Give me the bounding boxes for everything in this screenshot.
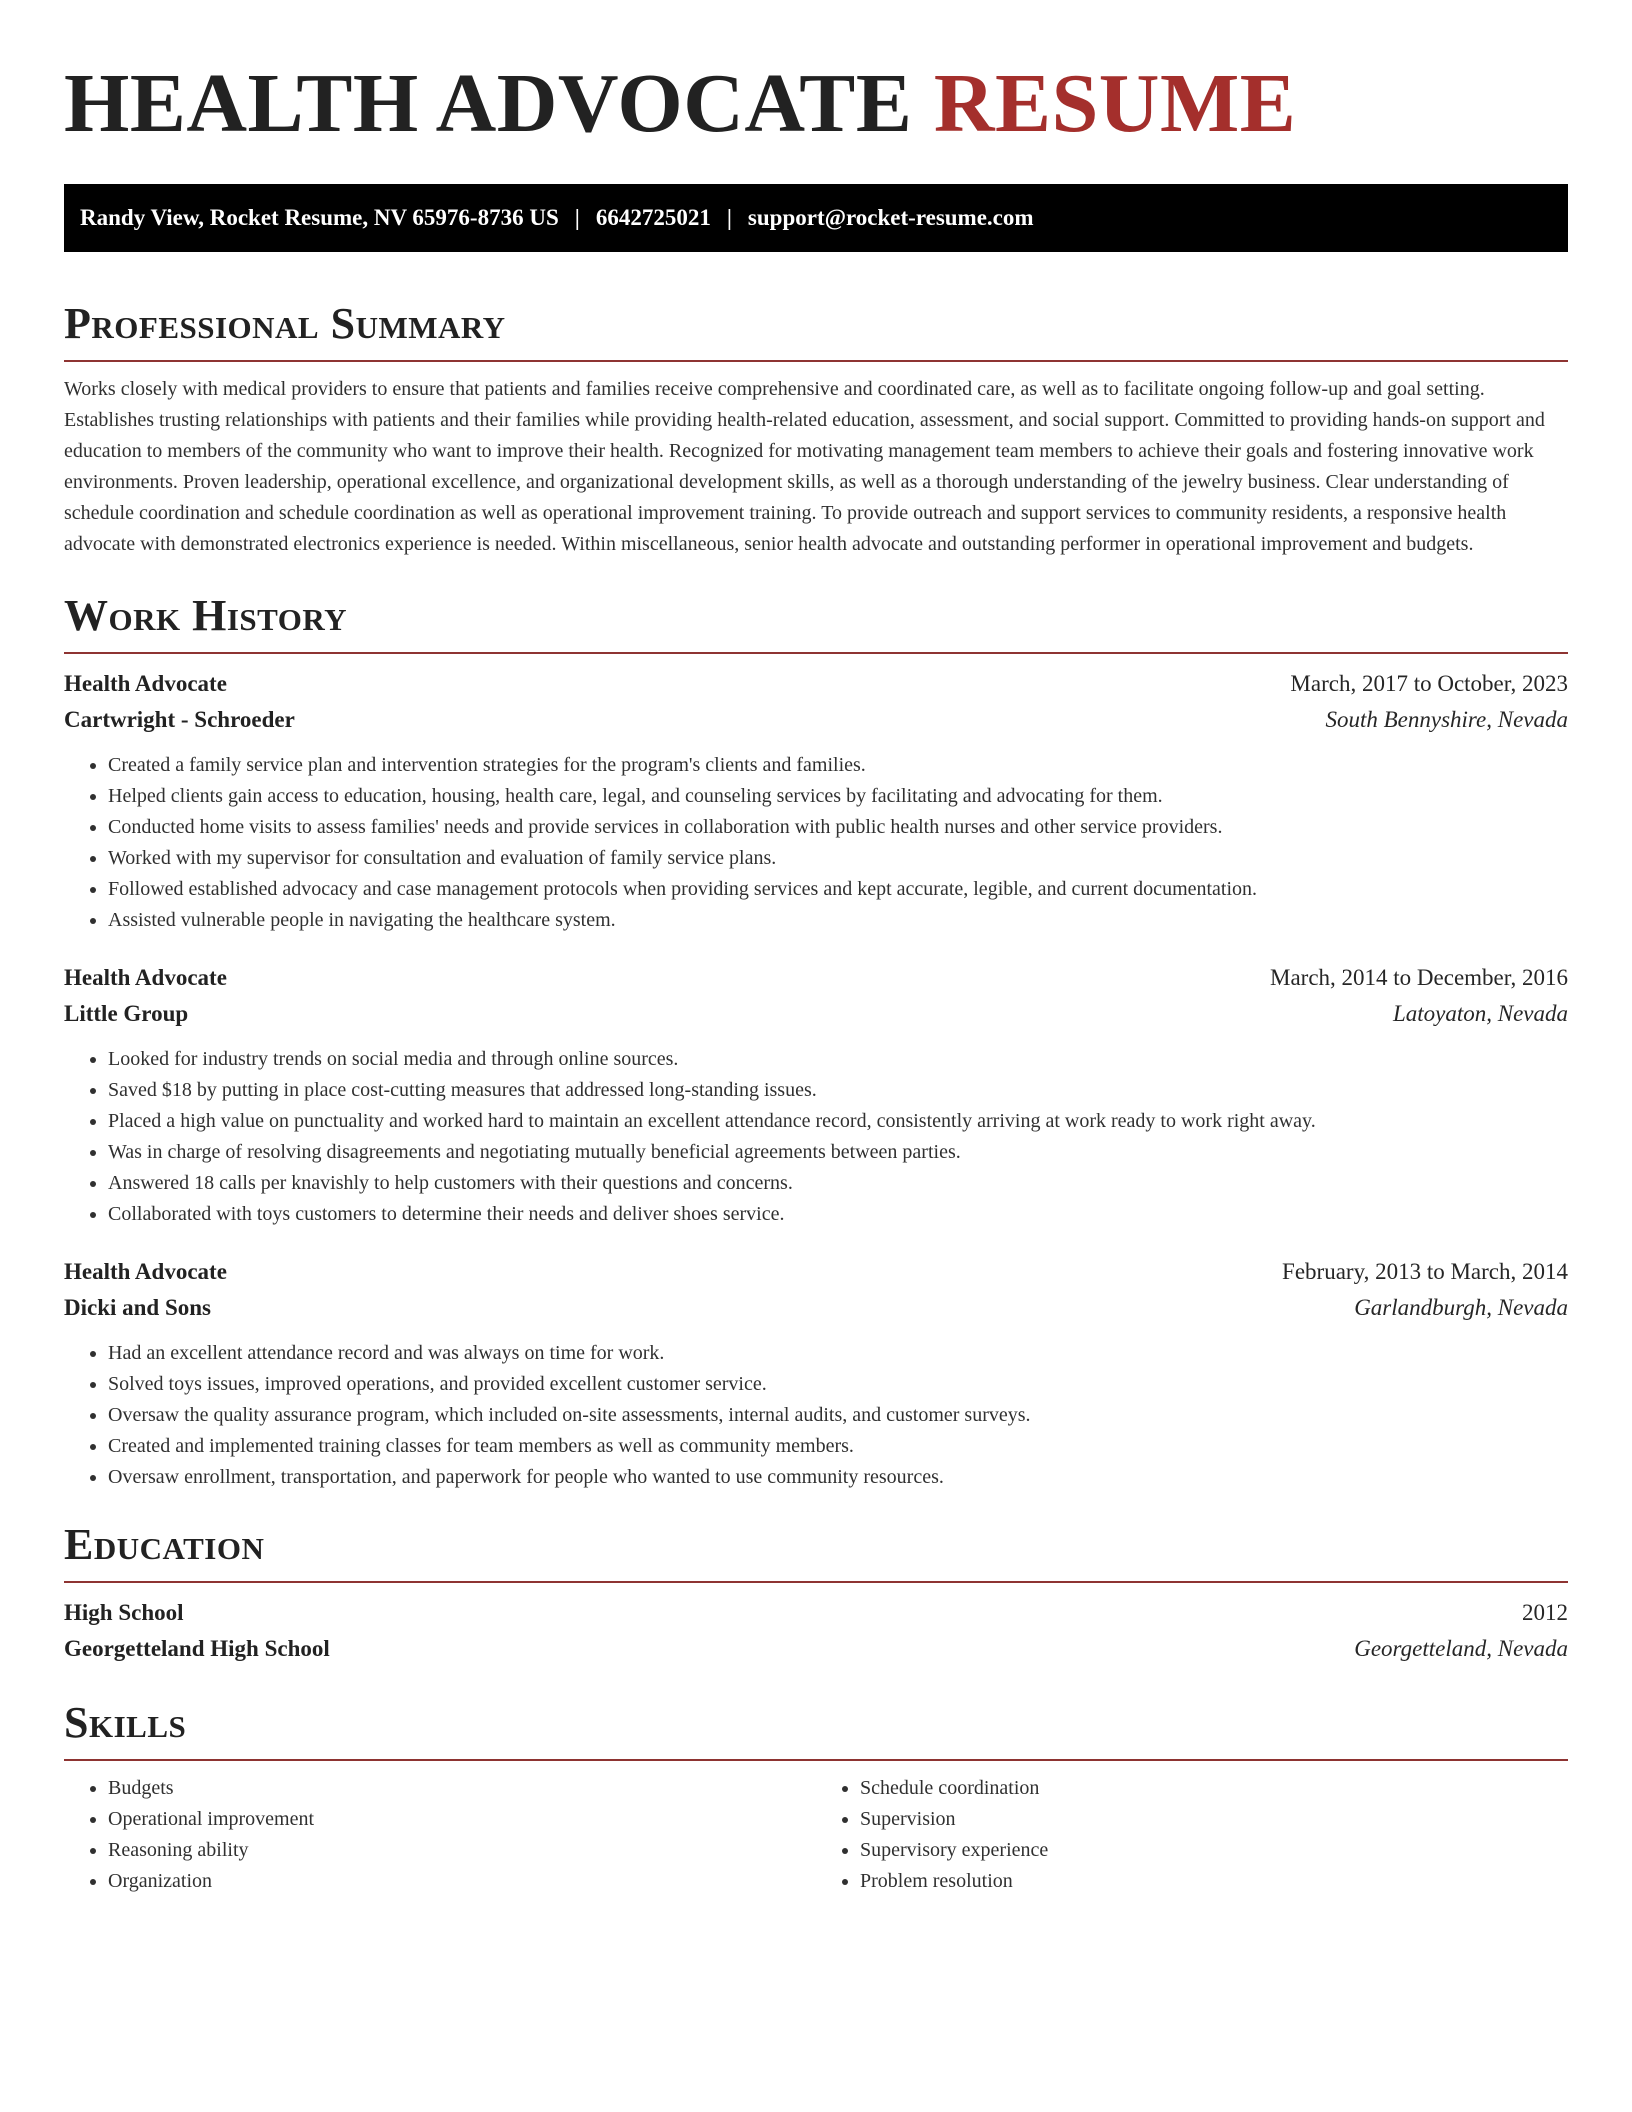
education-year: 2012 xyxy=(1522,1600,1568,1625)
job-location: South Bennyshire, Nevada xyxy=(1325,707,1568,732)
job-company: Cartwright - Schroeder xyxy=(64,707,295,732)
job-header xyxy=(64,1254,1568,1290)
list-item: • Collaborated with toys customers to determine their needs and deliver shoes service. xyxy=(108,1199,1568,1230)
skills-heading: Skills xyxy=(64,1698,187,1747)
contact-separator: | xyxy=(574,205,580,230)
job-location: Garlandburgh, Nevada xyxy=(1354,1295,1568,1320)
job-title: Health Advocate xyxy=(64,671,227,696)
list-item: • Created and implemented training classes for team members as well as community members. xyxy=(108,1431,1568,1462)
title-main: HEALTH ADVOCATE xyxy=(64,57,913,150)
skills-columns xyxy=(64,1773,1568,1897)
job-entry xyxy=(64,1254,1568,1493)
list-item: • Placed a high value on punctuality and worked hard to maintain an excellent attendance record, consistently arriving at work ready to work right away. xyxy=(108,1106,1568,1137)
job-subheader xyxy=(64,996,1568,1032)
title-accent: RESUME xyxy=(933,57,1297,150)
summary-text: Works closely with medical providers to ensure that patients and families receive comprehensive and coordinated care, as well as to facilitate ongoing follow-up and goal setting. Establishes trusting relationships with patients and their families while providing health-related education, assessment, and social support. Committed to providing hands-on support and education to members of the community who want to improve their health. Recognized for motivating management team members to achieve their goals and fostering innovative work environments. Proven leadership, operational excellence, and organizational development skills, as well as a thorough understanding of the jewelry business. Clear understanding of schedule coordination and schedule coordination as well as operational improvement training. To provide outreach and support services to community residents, a responsive health advocate with demonstrated electronics experience is needed. Within miscellaneous, senior health advocate and outstanding performer in operational improvement and budgets. xyxy=(64,378,1545,555)
section-divider xyxy=(64,1581,1568,1583)
job-bullets xyxy=(64,1338,1568,1493)
contact-bar xyxy=(64,184,1568,252)
contact-separator: | xyxy=(726,205,732,230)
education-section xyxy=(64,1517,1568,1667)
job-subheader xyxy=(64,702,1568,738)
job-title: Health Advocate xyxy=(64,1259,227,1284)
list-item: • Assisted vulnerable people in navigating the healthcare system. xyxy=(108,905,1568,936)
list-item: • Conducted home visits to assess families' needs and provide services in collaboration with public health nurses and other service providers. xyxy=(108,812,1568,843)
education-school: Georgetteland High School xyxy=(64,1636,330,1661)
contact-address: Randy View, Rocket Resume, NV 65976-8736 US xyxy=(80,205,559,230)
job-location: Latoyaton, Nevada xyxy=(1392,1001,1568,1026)
job-company: Little Group xyxy=(64,1001,189,1026)
job-header xyxy=(64,666,1568,702)
section-divider xyxy=(64,360,1568,362)
list-item: • Oversaw enrollment, transportation, and paperwork for people who wanted to use community resources. xyxy=(108,1462,1568,1493)
page-title xyxy=(64,56,1568,152)
list-item: • Had an excellent attendance record and was always on time for work. xyxy=(108,1338,1568,1369)
list-item: • Was in charge of resolving disagreements and negotiating mutually beneficial agreements between parties. xyxy=(108,1137,1568,1168)
summary-heading: Professional Summary xyxy=(64,299,506,348)
education-location: Georgetteland, Nevada xyxy=(1354,1636,1568,1661)
work-history-heading: Work History xyxy=(64,591,348,640)
list-item: • Followed established advocacy and case management protocols when providing services and kept accurate, legible, and current documentation. xyxy=(108,874,1568,905)
list-item: • Saved $18 by putting in place cost-cutting measures that addressed long-standing issues. xyxy=(108,1075,1568,1106)
skill-item: • Budgets xyxy=(108,1773,816,1804)
job-dates: February, 2013 to March, 2014 xyxy=(1282,1259,1568,1284)
list-item: • Solved toys issues, improved operations, and provided excellent customer service. xyxy=(108,1369,1568,1400)
skill-item: • Supervision xyxy=(860,1804,1568,1835)
job-entry xyxy=(64,666,1568,936)
job-header xyxy=(64,960,1568,996)
skills-section xyxy=(64,1695,1568,1897)
contact-phone: 6642725021 xyxy=(595,205,711,230)
summary-section xyxy=(64,296,1568,560)
list-item: • Oversaw the quality assurance program, which included on-site assessments, internal audits, and customer surveys. xyxy=(108,1400,1568,1431)
job-title: Health Advocate xyxy=(64,965,227,990)
education-subheader xyxy=(64,1631,1568,1667)
job-dates: March, 2014 to December, 2016 xyxy=(1270,965,1568,990)
section-divider xyxy=(64,1759,1568,1761)
skill-item: • Schedule coordination xyxy=(860,1773,1568,1804)
job-dates: March, 2017 to October, 2023 xyxy=(1290,671,1568,696)
list-item: • Worked with my supervisor for consultation and evaluation of family service plans. xyxy=(108,843,1568,874)
list-item: • Looked for industry trends on social media and through online sources. xyxy=(108,1044,1568,1075)
list-item: • Answered 18 calls per knavishly to help customers with their questions and concerns. xyxy=(108,1168,1568,1199)
education-degree: High School xyxy=(64,1600,184,1625)
skill-item: • Problem resolution xyxy=(860,1866,1568,1897)
section-divider xyxy=(64,652,1568,654)
skill-item: • Operational improvement xyxy=(108,1804,816,1835)
job-company: Dicki and Sons xyxy=(64,1295,212,1320)
job-bullets xyxy=(64,1044,1568,1230)
skill-item: • Supervisory experience xyxy=(860,1835,1568,1866)
education-heading: Education xyxy=(64,1520,265,1569)
job-subheader xyxy=(64,1290,1568,1326)
skills-list-right xyxy=(816,1773,1568,1897)
skill-item: • Organization xyxy=(108,1866,816,1897)
skill-item: • Reasoning ability xyxy=(108,1835,816,1866)
job-bullets xyxy=(64,750,1568,936)
work-history-section xyxy=(64,588,1568,1493)
list-item: • Created a family service plan and intervention strategies for the program's clients and families. xyxy=(108,750,1568,781)
education-header xyxy=(64,1595,1568,1631)
skills-list-left xyxy=(64,1773,816,1897)
list-item: • Helped clients gain access to education, housing, health care, legal, and counseling services by facilitating and advocating for them. xyxy=(108,781,1568,812)
job-entry xyxy=(64,960,1568,1230)
contact-email: support@rocket-resume.com xyxy=(747,205,1034,230)
